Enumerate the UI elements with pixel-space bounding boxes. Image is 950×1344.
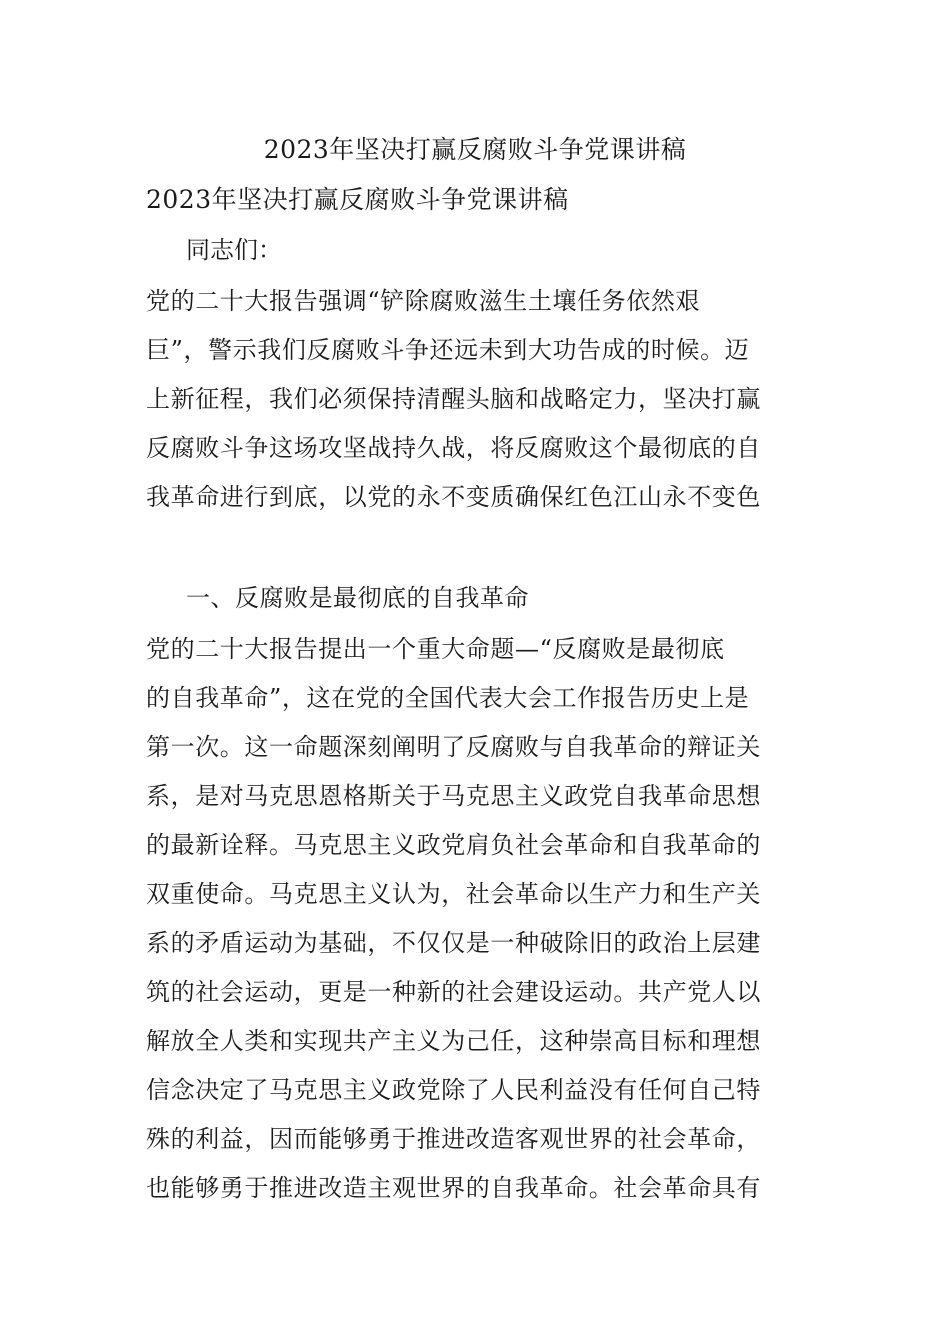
- paragraph-line: 党的二十大报告强调“铲除腐败滋生土壤任务依然艰: [146, 287, 701, 315]
- paragraph-line: 巨”，警示我们反腐败斗争还远未到大功告成的时候。迈: [146, 336, 750, 364]
- document-title: 2023年坚决打赢反腐败斗争党课讲稿: [263, 135, 687, 164]
- intro-paragraph: [146, 277, 811, 522]
- paragraph-line: 系的矛盾运动为基础，不仅仅是一种破除旧的政治上层建: [146, 929, 761, 957]
- paragraph-line: 上新征程，我们必须保持清醒头脑和战略定力，坚决打赢: [146, 385, 761, 413]
- paragraph-line: 党的二十大报告提出一个重大命题—“反腐败是最彻底: [146, 635, 725, 663]
- salutation: 同志们：: [186, 236, 282, 264]
- paragraph-line: 第一次。这一命题深刻阐明了反腐败与自我革命的辩证关: [146, 733, 761, 761]
- paragraph-line: 也能够勇于推进改造主观世界的自我革命。社会革命具有: [146, 1174, 761, 1202]
- paragraph-line: 信念决定了马克思主义政党除了人民利益没有任何自己特: [146, 1076, 761, 1104]
- paragraph-line: 反腐败斗争这场攻坚战持久战，将反腐败这个最彻底的自: [146, 434, 761, 462]
- section-paragraph: [146, 625, 811, 1213]
- paragraph-line: 解放全人类和实现共产主义为己任，这种崇高目标和理想: [146, 1027, 761, 1055]
- paragraph-line: 筑的社会运动，更是一种新的社会建设运动。共产党人以: [146, 978, 761, 1006]
- paragraph-line: 的最新诠释。马克思主义政党肩负社会革命和自我革命的: [146, 831, 761, 859]
- paragraph-line: 我革命进行到底，以党的永不变质确保红色江山永不变色: [146, 483, 761, 511]
- section-heading: 一、反腐败是最彻底的自我革命: [186, 584, 529, 612]
- paragraph-line: 双重使命。马克思主义认为，社会革命以生产力和生产关: [146, 880, 761, 908]
- paragraph-line: 的自我革命”，这在党的全国代表大会工作报告历史上是: [146, 684, 750, 712]
- paragraph-line: 殊的利益，因而能够勇于推进改造客观世界的社会革命，: [146, 1125, 761, 1153]
- paragraph-line: 系，是对马克思恩格斯关于马克思主义政党自我革命思想: [146, 782, 761, 810]
- document-subtitle: 2023年坚决打赢反腐败斗争党课讲稿: [146, 185, 569, 214]
